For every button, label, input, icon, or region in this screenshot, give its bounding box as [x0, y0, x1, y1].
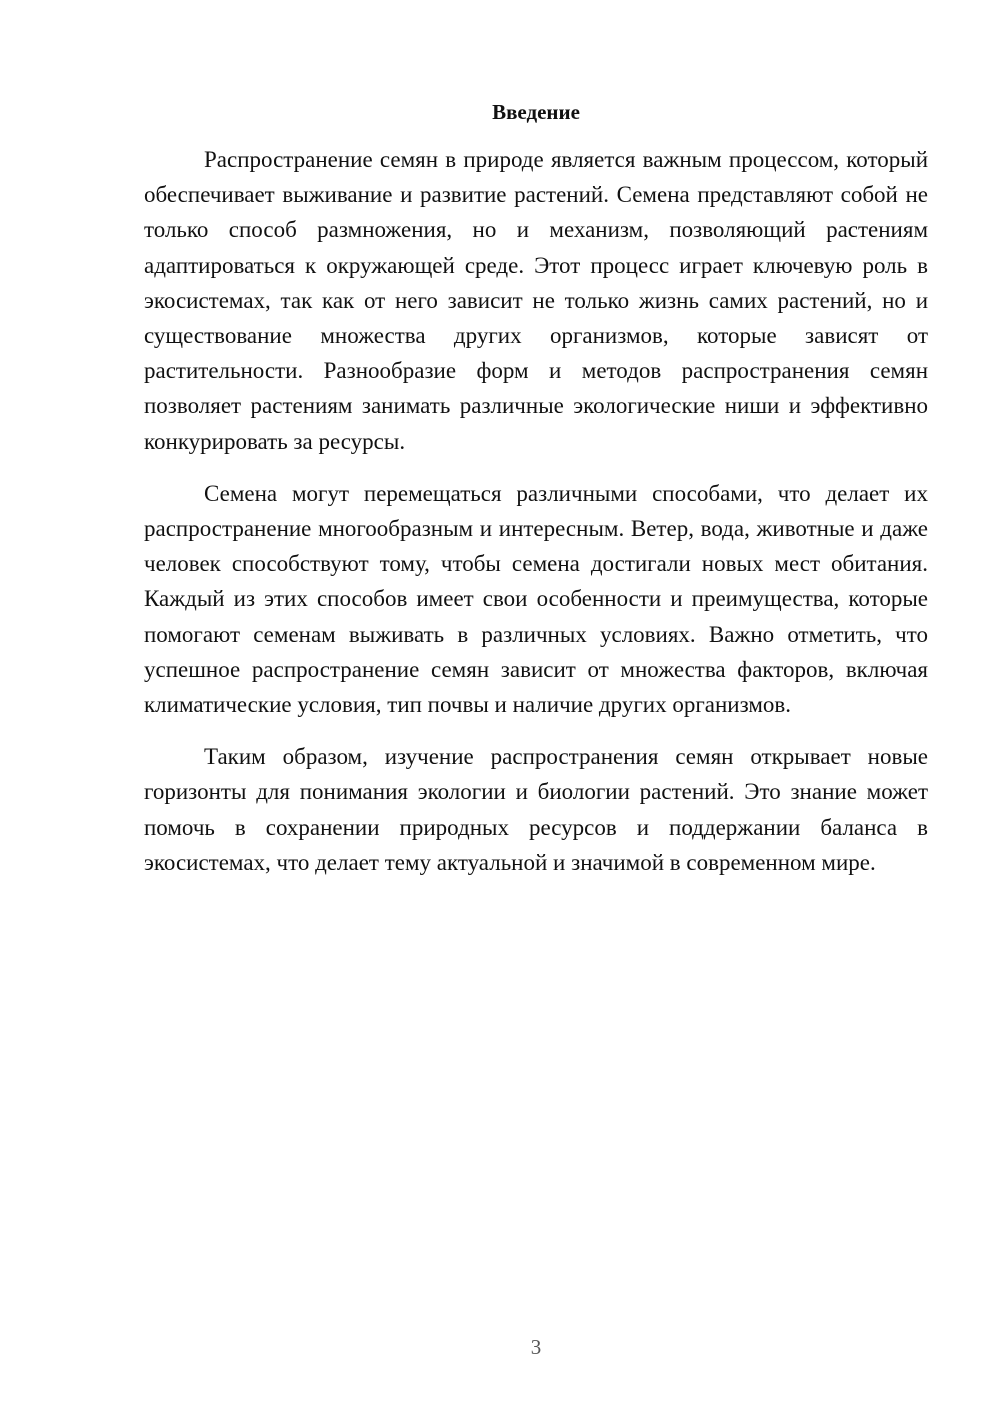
paragraph-3: Таким образом, изучение распространения семян открывает новые горизонты для понимания экологии и биологии растений. Это знание может помочь в сохранении природных ресурсов и поддержании баланса в экосистемах, что делает тему актуальной и значимой в современном мире.: [144, 744, 928, 875]
section-title: Введение: [492, 100, 580, 124]
paragraph-2: Семена могут перемещаться различными способами, что делает их распространение многообразным и интересным. Ветер, вода, животные и даже человек способствуют тому, чтобы семена достигали новых мест обитания. Каждый из этих способов имеет свои особенности и преимущества, которые помогают семенам выживать в различных условиях. Важно отметить, что успешное распространение семян зависит от множества факторов, включая климатические условия, тип почвы и наличие других организмов.: [144, 480, 928, 718]
paragraph-1: Распространение семян в природе является важным процессом, который обеспечивает выживание и развитие растений. Семена представляют собой не только способ размножения, но и механизм, позволяющий растениям адаптироваться к окружающей среде. Этот процесс играет ключевую роль в экосистемах, так как от него зависит не только жизнь самих растений, но и существование множества других организмов, которые зависят от растительности. Разнообразие форм и методов распространения семян позволяет растениям занимать различные экологические ниши и эффективно конкурировать за ресурсы.: [144, 147, 928, 454]
document-body: [144, 142, 928, 897]
page-number: 3: [530, 1335, 542, 1359]
